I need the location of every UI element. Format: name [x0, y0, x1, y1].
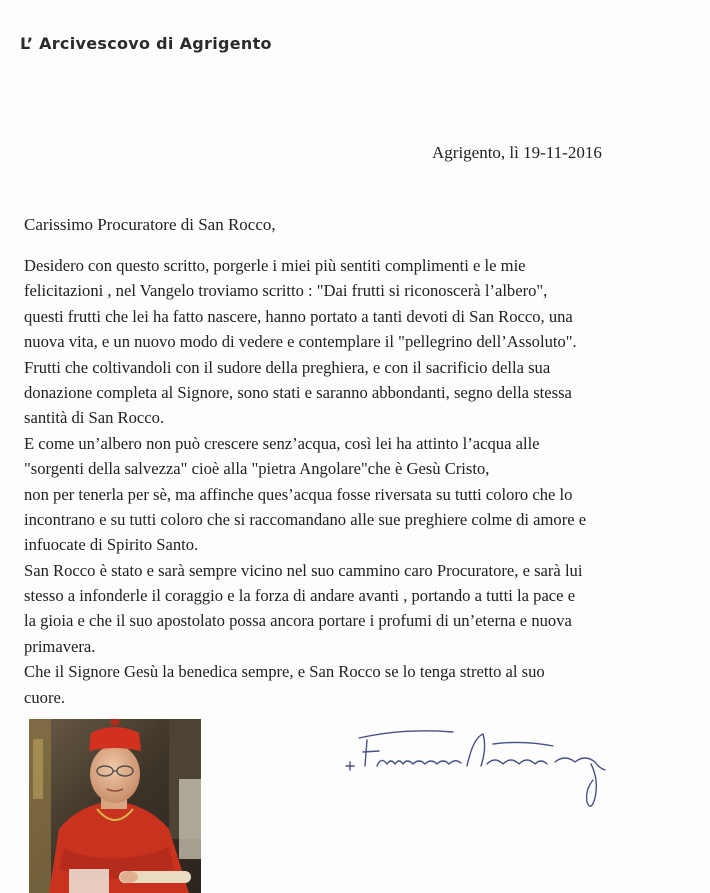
signature	[343, 718, 633, 818]
body-line: "sorgenti della salvezza" cioè alla "pietra Angolare"che è Gesù Cristo,	[24, 459, 490, 479]
dateline: Agrigento, lì 19-11-2016	[432, 143, 602, 162]
handwritten-signature-icon	[343, 718, 633, 818]
body-line: santità di San Rocco.	[24, 408, 165, 428]
body-line: nuova vita, e un nuovo modo di vedere e contemplare il "pellegrino dell’Assoluto".	[24, 332, 577, 352]
body-line: incontrano e su tutti coloro che si raccomandano alle sue preghiere colme di amore e	[24, 509, 587, 529]
body-line: donazione completa al Signore, sono stati e saranno abbondanti, segno della stessa	[24, 382, 572, 402]
body-line: primavera.	[24, 636, 96, 656]
body-line: non per tenerla per sè, ma affinche ques’acqua fosse riversata su tutti coloro che lo	[24, 484, 573, 504]
body-line: E come un’albero non può crescere senz’acqua, così lei ha attinto l’acqua alle	[24, 433, 540, 453]
body-line: stesso a infonderle il coraggio e la forza di andare avanti , portando a tutti la pace e	[24, 586, 576, 606]
body-line: felicitazioni , nel Vangelo troviamo scritto : "Dai frutti si riconoscerà l’albero",	[24, 281, 548, 301]
body-line: Desidero con questo scritto, porgerle i miei più sentiti complimenti e le mie	[24, 256, 526, 275]
body-line: la gioia e che il suo apostolato possa ancora portare i profumi di un’eterna e nuova	[24, 611, 572, 631]
body-line: cuore.	[24, 687, 65, 707]
cardinal-photo	[29, 719, 201, 893]
body-line: Frutti che coltivandoli con il sudore della preghiera, e con il sacrificio della sua	[24, 357, 551, 377]
letter-body	[24, 253, 704, 710]
body-line: infuocate di Spirito Santo.	[24, 535, 199, 555]
letterhead: L’ Arcivescovo di Agrigento	[20, 34, 272, 53]
body-line: Che il Signore Gesù la benedica sempre, e San Rocco se lo tenga stretto al suo	[24, 662, 545, 682]
body-line: questi frutti che lei ha fatto nascere, hanno portato a tanti devoti di San Rocco, una	[24, 306, 573, 326]
salutation: Carissimo Procuratore di San Rocco,	[24, 215, 276, 234]
body-line: San Rocco è stato e sarà sempre vicino nel suo cammino caro Procuratore, e sarà lui	[24, 560, 583, 580]
cardinal-portrait-icon	[29, 719, 201, 893]
